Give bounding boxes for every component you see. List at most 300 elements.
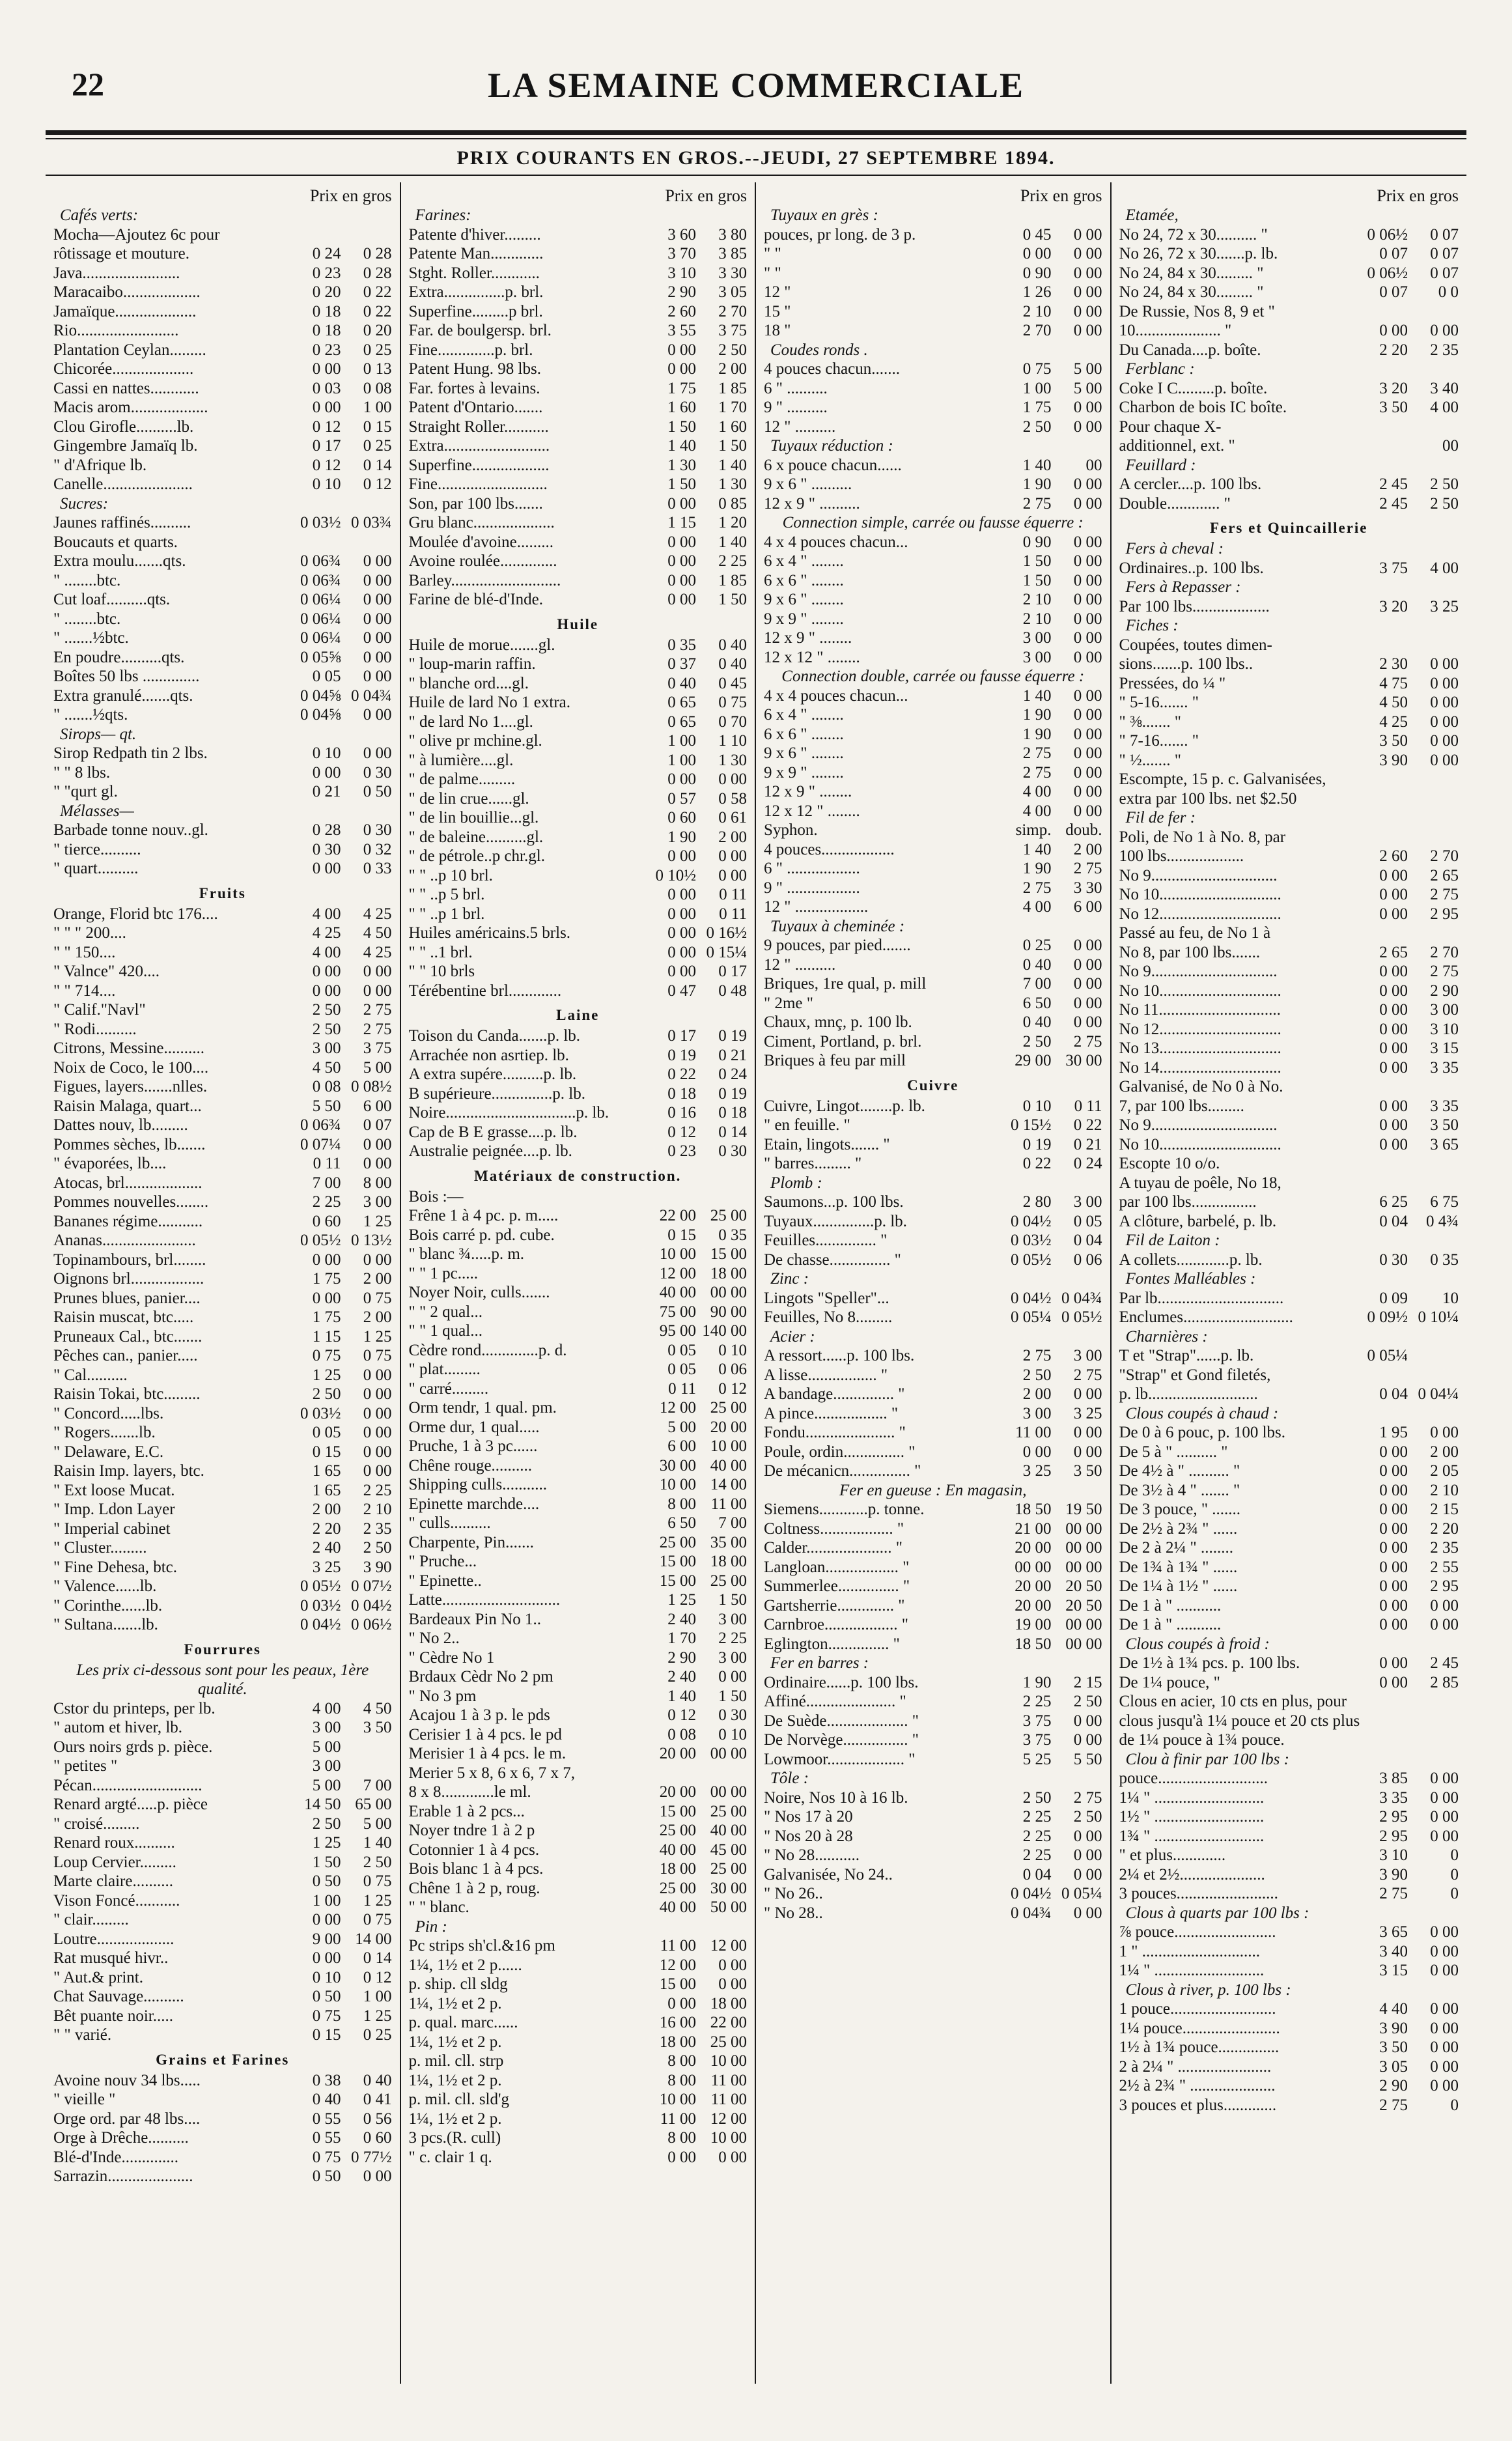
item-label: " " 1 qual... [408,1322,483,1340]
item-label: Vison Foncé........... [53,1891,180,1910]
item-label: " Epinette.. [408,1572,482,1590]
price-high: 0 00 [1430,1808,1459,1826]
item-label: Renard argté.....p. pièce [53,1796,208,1813]
price-high: 0 07 [1430,245,1459,262]
price-row [409,1456,748,1476]
item-label: Raisin Malaga, quart... [53,1097,202,1115]
price-high: 3 40 [1430,379,1459,397]
price-row [53,2025,392,2045]
price-high: 0 00 [1430,751,1459,769]
price-row [53,1910,392,1930]
price-row [1119,1884,1459,1904]
price-row [53,763,392,783]
item-label: Coke I C.........p. boîte. [1119,379,1268,397]
price-high: 0 00 [363,668,392,685]
price-low: 0 00 [1022,1443,1052,1461]
price-row [764,1904,1102,1923]
price-row [764,1385,1102,1404]
item-label: Moulée d'avoine......... [408,533,554,551]
price-row [1119,283,1459,302]
price-row [764,725,1102,744]
category-label: Fontes Malléables : [1125,1270,1256,1288]
price-low: 0 65 [667,713,696,731]
item-label: Noix de Coco, le 100.... [53,1058,209,1077]
item-label: Extra.......................... [408,437,550,455]
item-label: " à lumière....gl. [408,751,514,769]
price-low: 0 40 [667,674,696,692]
item-label: No 8, par 100 lbs....... [1119,943,1261,961]
item-label: " " [764,245,781,262]
item-label: 3 pouces......................... [1119,1885,1278,1902]
price-high: 0 00 [363,1155,392,1172]
price-row [409,494,748,514]
price-high: 65 00 [355,1796,392,1813]
price-high: 4 50 [363,1699,392,1717]
price-high: 0 13½ [351,1232,392,1249]
price-low: 0 00 [312,963,341,980]
item-label: No 10.............................. [1119,1135,1281,1153]
category-label: Pin : [415,1917,447,1936]
price-high [341,1738,392,1757]
price-row [1119,636,1459,655]
item-label: B supérieure...............p. lb. [408,1084,585,1103]
price-row [764,1884,1102,1904]
price-high: 3 50 [363,1719,392,1736]
price-row [53,1404,392,1424]
price-row [53,398,392,417]
price-high: 0 00 [1430,1616,1459,1633]
price-high: 0 08 [363,379,392,397]
category-label: Cafés verts: [60,206,139,224]
price-low: 0 06½ [1367,225,1408,244]
item-label: 4 pouces.................. [764,840,895,858]
item-label: " barres......... " [764,1155,862,1172]
price-high: 0 00 [1430,713,1459,731]
price-low: 1 75 [1022,399,1052,416]
price-row [764,1032,1102,1052]
price-low: 0 03 [312,379,341,397]
item-label: Térébentine brl............. [408,981,562,1000]
price-high: 0 00 [1073,937,1102,954]
price-low: 8 00 [667,1495,696,1513]
price-row [764,1750,1102,1770]
price-low: 8 00 [667,2129,696,2147]
price-high: 1 10 [718,732,747,750]
price-low: 2 50 [1022,1032,1052,1051]
price-low: 15 00 [659,1572,696,1590]
price-low: 5 25 [1022,1750,1052,1768]
price-high: 0 00 [363,1443,392,1461]
price-high: 0 [1450,1885,1459,1902]
price-high: 2 35 [363,1519,392,1538]
item-label: Orme dur, 1 qual..... [408,1418,540,1436]
item-label: Macis arom................... [53,399,208,416]
price-high: 5 00 [1073,379,1102,397]
item-label: " de baleine..........gl. [408,828,544,846]
price-low: 2 90 [1379,2077,1408,2095]
price-row [764,936,1102,955]
column-heading: Prix en gros [1377,186,1459,205]
item-label: Marte claire.......... [53,1872,173,1890]
item-label: 4 x 4 pouces chacun... [764,533,908,551]
item-label: 6 x 4 " ........ [764,552,844,570]
price-row [53,1718,392,1738]
item-label: Bois carré p. pd. cube. [408,1226,555,1244]
item-label: A clôture, barbelé, p. lb. [1119,1212,1277,1230]
price-high [696,1187,747,1207]
price-low: 0 00 [1379,322,1408,339]
item-label: Raisin muscat, btc..... [53,1308,194,1326]
price-row [764,1250,1102,1270]
price-low: 0 00 [667,886,696,903]
item-label: De 1 à " ........... [1119,1616,1222,1633]
price-row [409,341,748,360]
item-label: Avoine nouv 34 lbs..... [53,2071,201,2089]
item-label: Noire................................p. lb. [408,1104,609,1122]
price-low: 0 00 [1379,886,1408,903]
price-low [1362,417,1408,437]
price-column-3 [756,182,1112,2384]
price-high: 1 50 [718,591,747,608]
price-row [409,1706,748,1725]
price-row [53,1097,392,1116]
price-low: 3 05 [1379,2057,1408,2076]
category-label: Clous coupés à chaud : [1125,1404,1279,1422]
price-high: 7 00 [718,1514,747,1532]
item-label: Loup Cervier......... [53,1853,176,1871]
price-high: 0 05¼ [1061,1885,1102,1902]
price-low: 0 00 [1379,1116,1408,1134]
price-low: 1 25 [312,1834,341,1852]
price-low: 2 50 [312,1814,341,1833]
price-row [409,1956,748,1975]
price-low: 6 50 [1022,994,1052,1012]
price-low: 2 60 [667,302,696,320]
price-row [1119,264,1459,283]
price-row [764,398,1102,417]
price-low: 0 00 [1022,245,1052,262]
item-label: Topinambours, brl........ [53,1250,206,1269]
price-low: 0 22 [1022,1155,1052,1172]
price-high: 0 17 [718,963,747,980]
item-label: Merisier 1 à 4 pcs. le m. [408,1745,567,1762]
price-low: 0 00 [1379,1481,1408,1499]
price-high: 0 00 [1073,399,1102,416]
price-row [764,1596,1102,1616]
price-low: 0 00 [1379,1020,1408,1038]
price-high: 0 15 [363,417,392,436]
price-high: 0 19 [718,1027,747,1045]
price-high: 0 00 [1430,1962,1459,1979]
item-label: pouce........................... [1119,1770,1268,1787]
price-low: 4 00 [312,905,341,923]
item-label: A ressort......p. 100 lbs. [764,1347,915,1364]
price-high: 2 75 [1073,1788,1102,1807]
item-label: " Imp. Ldon Layer [53,1501,175,1518]
price-row [53,1327,392,1347]
item-label: Double............. " [1119,494,1231,513]
price-high: 0 00 [363,1404,392,1422]
category-label: Zinc : [770,1270,809,1288]
price-row [1119,559,1459,578]
item-label: 6 x 6 " ........ [764,571,844,589]
item-label: Pressées, do ¼ " [1119,674,1226,692]
price-high: 2 50 [1073,1808,1102,1826]
price-low: 0 00 [1379,1039,1408,1057]
item-label: 6 x 6 " ........ [764,725,844,743]
price-low: 0 15 [312,1443,341,1461]
item-label: clous jusqu'à 1¼ pouce et 20 cts plus [1119,1712,1360,1730]
item-label: Australie peignée....p. lb. [408,1142,572,1160]
price-row [764,782,1102,802]
price-low: 0 35 [667,636,696,654]
price-low: 1 95 [1379,1424,1408,1441]
price-high [1408,1692,1459,1712]
price-high: 35 00 [710,1533,747,1551]
price-high [1408,924,1459,943]
price-high: 0 00 [718,1956,747,1974]
price-high: 00 [1085,456,1102,474]
price-high: 11 00 [710,2071,747,2089]
item-label: Siemens............p. tonne. [764,1501,925,1518]
price-row [409,1994,748,2014]
price-high [1408,1154,1459,1174]
price-high: 0 05 [1073,1212,1102,1230]
price-low: 0 00 [1379,1577,1408,1595]
item-label: " Rogers.......lb. [53,1424,156,1441]
price-row [53,1423,392,1443]
price-row [1119,1865,1459,1885]
price-low: 20 00 [659,1745,696,1762]
price-low: 11 00 [1015,1424,1052,1441]
price-high: 4 00 [1430,399,1459,416]
item-label: 9 x 6 " .......... [764,475,852,493]
price-row [53,1461,392,1481]
price-low: 10 00 [659,1476,696,1493]
item-label: Rat musqué hivr.. [53,1949,169,1967]
price-high: 2 25 [718,1630,747,1647]
price-low: 0 06¼ [300,629,341,647]
price-high: 10 00 [710,2129,747,2147]
item-label: " de lin crue......gl. [408,789,529,808]
item-label: A collets.............p. lb. [1119,1250,1263,1269]
price-high [1408,1712,1459,1731]
price-low: 1 60 [667,399,696,416]
section-heading [409,1000,748,1026]
price-high: 2 25 [363,1481,392,1499]
price-low: 3 75 [1022,1712,1052,1730]
item-label: Raisin Tokai, btc......... [53,1385,201,1403]
price-low: 0 00 [667,360,696,378]
price-row [409,808,748,828]
price-high: 1 25 [363,1212,392,1230]
price-high: 25 00 [710,1207,747,1224]
item-label: pouces, pr long. de 3 p. [764,225,916,244]
item-label: " ........btc. [53,571,121,589]
price-row [409,533,748,552]
item-label: Jamaïque.................... [53,302,197,320]
price-row [53,475,392,494]
price-low: 0 40 [1022,1013,1052,1031]
price-row [1119,924,1459,943]
price-low: 0 05½ [300,1232,341,1249]
price-row [764,552,1102,571]
item-label: extra par 100 lbs. net $2.50 [1119,789,1297,808]
price-high: 3 35 [1430,1097,1459,1115]
category-label: Farines: [415,206,471,224]
price-low: 1 40 [1022,456,1052,474]
price-low: 21 00 [1015,1519,1052,1538]
price-low: 3 00 [1022,629,1052,647]
price-high: 0 00 [1073,610,1102,628]
price-row [409,655,748,674]
item-label: Barbade tonne nouv..gl. [53,821,208,839]
item-label: 9 " .......... [764,399,828,416]
price-low: 11 00 [660,2109,696,2128]
price-high [1408,417,1459,437]
price-high: 15 00 [710,1245,747,1263]
item-label: Bananes régime........... [53,1212,203,1230]
price-low: 0 00 [1379,866,1408,884]
item-label: " de lard No 1....gl. [408,713,533,731]
price-high: 0 [1450,1865,1459,1884]
item-label: No 10.............................. [1119,981,1281,1000]
price-high: 2 85 [1430,1673,1459,1691]
price-row [1119,1654,1459,1673]
price-high: 0 [1450,1846,1459,1864]
price-row [409,302,748,322]
price-row [764,763,1102,783]
price-row [409,962,748,981]
price-low [1362,1366,1408,1385]
price-row [53,1987,392,2007]
item-label: " " [764,264,781,282]
item-label: Affiné...................... " [764,1693,906,1710]
price-high: 5 00 [363,1058,392,1077]
item-label: Charbon de bois IC boîte. [1119,399,1287,416]
price-row [53,1039,392,1058]
item-label: Summerlee............... " [764,1577,910,1595]
category-label: Fiches : [1125,617,1179,634]
price-high: 0 35 [1430,1250,1459,1269]
item-label: " de palme......... [408,770,516,788]
price-high [1408,1346,1459,1366]
price-row [409,885,748,905]
price-low: 5 00 [312,1776,341,1794]
header-rule-thick [46,130,1466,135]
item-label: " Cèdre No 1 [408,1648,495,1667]
item-label: " croisé......... [53,1814,140,1833]
page-header [46,53,1466,125]
price-row [1119,1346,1459,1366]
price-low: 0 05 [312,668,341,685]
price-row [1119,1020,1459,1039]
price-low: 2 95 [1379,1808,1408,1826]
price-high [341,533,392,552]
price-high: 0 75 [363,1911,392,1928]
item-label: De 5 à " .......... " [1119,1443,1228,1461]
price-high: 0 04½ [351,1596,392,1615]
price-low [1362,789,1408,809]
price-low: 0 05½ [1011,1250,1052,1269]
column-heading: Prix en gros [309,186,392,205]
price-row [764,974,1102,994]
price-low: 0 00 [1379,981,1408,1000]
price-row [53,1269,392,1289]
price-high: 11 00 [710,2091,747,2108]
price-row [409,264,748,283]
price-row [1119,1289,1459,1308]
price-column-1 [46,182,401,2384]
price-high: 0 00 [1430,674,1459,692]
price-high: 20 00 [710,1418,747,1436]
price-high: 1 20 [718,514,747,531]
item-label: 12 " .................. [764,898,869,916]
price-low: 3 50 [1379,732,1408,750]
item-label: 6 x 4 " ........ [764,706,844,724]
price-high: 0 00 [1073,494,1102,513]
price-row [1119,1443,1459,1462]
price-high: 0 [1450,2096,1459,2114]
price-row [409,590,748,610]
price-row [764,283,1102,302]
item-label: " blanche ord....gl. [408,674,529,692]
price-low: 10 00 [659,1245,696,1263]
item-label: Chaux, mnç, p. 100 lb. [764,1013,912,1031]
price-low: 2 65 [1379,943,1408,961]
price-low: 0 40 [1022,955,1052,974]
item-label: Patente Man............. [408,245,544,262]
price-low: 0 00 [312,1911,341,1928]
price-row [409,674,748,694]
price-high: 25 00 [710,1572,747,1590]
price-row [1119,1500,1459,1519]
item-label: " " blanc. [408,1898,469,1916]
price-low: 0 00 [1379,1501,1408,1518]
price-high: 0 00 [1073,225,1102,244]
item-label: No 12.............................. [1119,905,1281,923]
price-row [764,879,1102,898]
price-row [53,1192,392,1212]
price-high: 0 00 [363,2167,392,2185]
price-low: 3 10 [667,264,696,282]
price-low: 0 11 [668,1379,696,1398]
price-low: 0 10 [312,1968,341,1986]
price-row [53,1385,392,1404]
price-high: 3 85 [718,245,747,262]
price-row [53,1738,392,1757]
item-label: Poule, ordin............... " [764,1443,916,1461]
price-low: 0 04⅝ [300,706,341,724]
item-label: 1¼ pouce........................ [1119,2019,1280,2037]
price-high: 0 70 [718,713,747,731]
price-high: 1 00 [363,399,392,416]
price-high: 0 14 [363,1949,392,1967]
category-label: Tuyaux en grès : [770,206,878,224]
section-heading-text: Cuivre [907,1077,959,1094]
price-high: 2 90 [1430,981,1459,1000]
price-row [1119,225,1459,245]
price-row [53,1000,392,1020]
price-row [53,1443,392,1462]
price-low: 3 70 [667,245,696,262]
price-row [53,1949,392,1968]
item-label: Chêne rouge.......... [408,1456,533,1474]
item-label: Loutre................... [53,1930,175,1948]
price-row [1119,770,1459,789]
item-label: " Valnce" 420.... [53,963,160,980]
price-high: 0 11 [1074,1097,1102,1115]
